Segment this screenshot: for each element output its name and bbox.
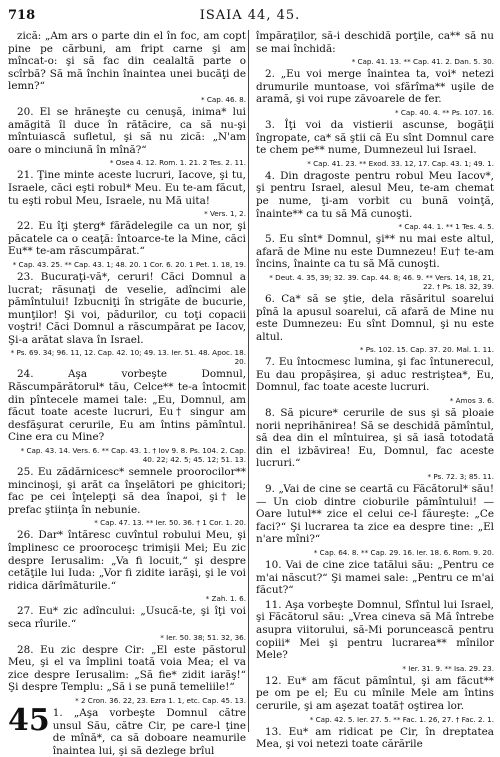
verse-text: 3. Îţi voi da vistierii ascunse, bogăţii îngropate, ca* să ştii că Eu sînt Domnul care te chem pe** nume, Dumnezeul lui Israel. [256,118,494,157]
cross-reference: * Cap. 64. 8. ** Cap. 29. 16. Ier. 18. 6. Rom. 9. 20. [313,548,494,557]
verse-text: zică: „Am ars o parte din el în foc, am copt pine pe cărbuni, am fript carne şi am mîncat-o: şi să fac din cealaltă parte o scîrbă? Să mă închin înaintea unei bucăţi de lemn?“ [8,30,246,93]
cross-reference: * Ps. 72. 3; 85. 11. [427,472,494,482]
cross-reference: * Ps. 69. 34; 96. 11, 12. Cap. 42. 10; 49. 13. Ier. 51. 48. Apoc. 18. 20. [10,348,246,367]
verse-text: 5. Eu sînt* Domnul, şi** nu mai este altul, afară de Mine nu este Dumnezeu! Eu† te-am încins, înainte ca tu să Mă cunoşti. [256,233,494,271]
verse-text: 26. Dar* întăresc cuvîntul robului Meu, şi împlinesc ce prooroceşc trimişii Mei; Eu zic despre Ierusalim: „Va fi locuit,“ şi despre cetăţile lui Iuda: „Vor fi zidite iarăşi, şi le voi ridica dărîmăturile.“ [8,529,246,592]
right-column [256,30,494,753]
verse-text: 11. Aşa vorbeşte Domnul, Sfîntul lui Israel, şi Făcătorul său: „Vrea cineva să Mă întrebe asupra viitorului, să-Mi poruncească pentru copiii* Mei şi pentru lucrarea** mînilor Mele? [256,598,494,662]
verse-text: 1. „Aşa vorbeşte Domnul către unsul Său, către Cir, pe care-l ţine de mînă*, ca să doboare neamurile înaintea lui, şi să dezlege brîul [52,706,246,757]
cross-reference: * Ier. 50. 38; 51. 32, 36. [160,632,246,642]
cross-reference: * Ps. 102. 15. Cap. 37. 20. Mal. 1. 11. [359,345,494,355]
cross-reference: * Cap. 41. 13. ** Cap. 41. 2. Dan. 5. 30. [351,57,494,67]
verse-text: 4. Din dragoste pentru robul Meu Iacov*, şi pentru Israel, alesul Meu, te-am chemat pe nume, ţi-am vorbit cu bună voinţă, înainte** ca tu să Mă cunoşti. [256,169,494,220]
cross-reference: * Ier. 31. 9. ** Isa. 29. 23. [402,663,494,673]
cross-reference: * Amos 3. 6. [449,396,494,406]
cross-reference: * Cap. 43. 25. ** Cap. 43. 1; 48. 20. 1 Cor. 6. 20. 1 Pet. 1. 18, 19. [12,259,246,269]
cross-reference: * Cap. 46. 8. [200,94,246,104]
running-head: ISAIA 44, 45. [199,8,301,23]
cross-reference: * Vers. 1, 2. [204,209,246,219]
page-header [0,0,500,28]
verse-text: 2. „Eu voi merge înaintea ta, voi* netezi drumurile muntoase, voi sfărîma** uşile de aramă, şi voi rupe zăvoarele de fer. [256,68,494,106]
cross-reference: * Cap. 41. 23. ** Exod. 33. 12, 17. Cap. 43. 1; 49. 1. [307,158,494,168]
verse-text: 25. Eu zădărnicesc* semnele proorocilor** mincinoşi, şi arăt ca înşelători pe ghicitori; fac pe cei înţelepţi să dea înapoi, şi† le prefac ştiinţa în nebunie. [8,466,246,516]
cross-reference: * Zah. 1. 6. [205,594,246,604]
verse-text: 13. Eu* am ridicat pe Cir, în dreptatea Mea, şi voi netezi toate cărările [256,725,494,751]
verse-text: 12. Eu* am făcut pămîntul, şi am făcut** pe om pe el; Eu cu mînile Mele am întins cerurile, şi am aşezat toată† oştirea lor. [256,674,494,712]
cross-reference: * Cap. 40. 4. ** Ps. 107. 16. [394,107,494,117]
verse-text: 7. Eu întocmesc lumina, şi fac întunerecul, Eu dau propăşirea, şi aduc restriştea*, Eu, Domnul, fac toate aceste lucruri. [256,356,494,394]
chapter-start [8,702,246,757]
cross-reference: * Deut. 4. 35, 39; 32. 39. Cap. 44. 8; 46. 9. ** Vers. 14, 18, 21, 22. † Ps. 18. 32, 39. [269,272,494,291]
verse-text: 6. Ca* să se ştie, dela răsăritul soarelui pînă la apusul soarelui, că afară de Mine nu este Dumnezeu: Eu sînt Domnul, şi nu este altul. [256,292,494,343]
verse-text: 24. Aşa vorbeşte Domnul, Răscumpărătorul* tău, Celce** te-a întocmit din pîntecele mamei tale: „Eu, Domnul, am făcut toate aceste lucruri, Eu† singur am desfăşurat cerurile, Eu am întins pămîntul. Cine era cu Mine? [8,368,246,444]
chapter-number: 45 [8,702,50,738]
verse-text: 9. „Vai de cine se ceartă cu Făcătorul* său! — Un ciob dintre cioburile pămîntului! — Oare lutul** zice el celui ce-l făureşte: „Ce faci?“ Şi lucrarea ta zice ea despre tine: „El n'are mîni?“ [256,483,494,546]
verse-text: 23. Bucuraţi-vă*, ceruri! Căci Domnul a lucrat; răsunaţi de veselie, adîncimi ale pămîntului! Izbucniţi în strigăte de bucurie, munţilor! Şi voi, pădurilor, cu toţi copacii voştri! Căci Domnul a răscumpărat pe Iacov, Şi-a arătat slava în Israel. [8,270,246,346]
cross-reference: * Cap. 43. 14. Vers. 6. ** Cap. 43. 1. † Iov 9. 8. Ps. 104. 2. Cap. 40. 22; 42. 5; 45. 12; 51. 13. [20,446,246,465]
cross-reference: * 2 Cron. 36. 22, 23. Ezra 1. 1, etc. Cap. 45. 13. [75,695,246,705]
column-divider [248,30,249,732]
verse-text: 20. El se hrăneşte cu cenuşă, inima* lui amăgită îl duce în rătăcire, ca să nu-şi mîntuiască sufletul, şi să nu zică: „N'am oare o minciună în mînă?“ [8,105,246,156]
cross-reference: * Cap. 44. 1. ** 1 Tes. 4. 5. [398,222,494,232]
verse-text: 21. Ţine minte aceste lucruri, Iacove, şi tu, Israele, căci eşti robul* Meu. Eu te-am făcut, tu eşti robul Meu, Israele, nu Mă uita! [8,169,246,207]
verse-text: 27. Eu* zic adîncului: „Usucă-te, şi îţi voi seca rîurile.“ [8,605,246,630]
verse-text: 10. Vai de cine zice tatălui său: „Pentru ce m'ai născut?“ Şi mamei sale: „Pentru ce m'ai făcut?“ [256,559,494,597]
page-number: 718 [8,8,36,23]
verse-text: 28. Eu zic despre Cir: „El este păstorul Meu, şi el va împlini toată voia Mea; el va zice despre Ierusalim: „Să fie* zidit iarăş!“ Şi despre Templu: „Să i se pună temeliile!“ [8,643,246,694]
cross-reference: * Osea 4. 12. Rom. 1. 21. 2 Tes. 2. 11. [109,158,246,168]
left-column [8,30,246,757]
verse-text: 8. Să picure* cerurile de sus şi să ploaie norii neprihănirea! Să se deschidă pămîntul, să dea din el mîntuirea, şi să iasă totodată din el izbăvirea! Eu, Domnul, fac aceste lucruri.“ [256,407,494,470]
verse-text: 22. Eu îţi şterg* fărădelegile ca un nor, şi păcatele ca o ceaţă: întoarce-te la Mine, căci Eu** te-am răscumpărat.“ [8,220,246,258]
cross-reference: * Cap. 42. 5. Ier. 27. 5. ** Fac. 1. 26, 27. † Fac. 2. 1. [309,714,494,724]
cross-reference: * Cap. 47. 13. ** Ier. 50. 36. † 1 Cor. 1. 20. [94,518,246,528]
verse-text: împăraţilor, să-i deschidă porţile, ca** să nu se mai închidă: [256,30,494,55]
